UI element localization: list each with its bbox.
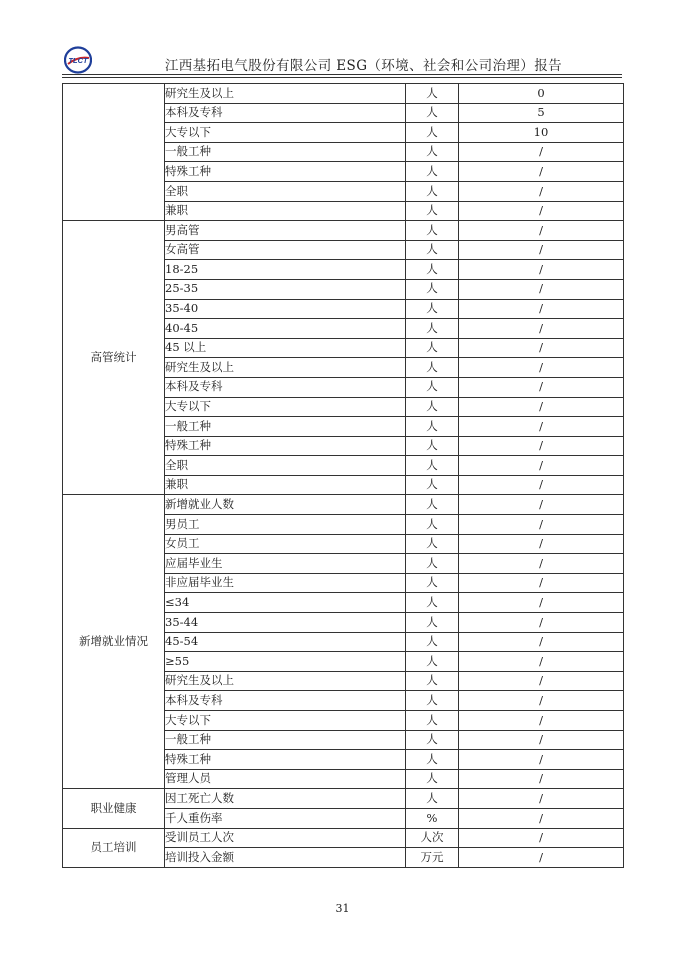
item-cell: 应届毕业生: [165, 554, 406, 574]
esg-data-table: [62, 83, 624, 868]
item-cell: 研究生及以上: [165, 671, 406, 691]
unit-cell: 人: [406, 691, 459, 711]
value-cell: 5: [459, 103, 624, 123]
item-cell: ≤34: [165, 593, 406, 613]
unit-cell: 人: [406, 769, 459, 789]
category-cell: 高管统计: [63, 221, 165, 495]
value-cell: /: [459, 377, 624, 397]
value-cell: /: [459, 201, 624, 221]
page-number: 31: [335, 902, 350, 915]
header-rule: [62, 77, 622, 78]
item-cell: 培训投入金额: [165, 848, 406, 868]
value-cell: /: [459, 848, 624, 868]
table-row: [63, 789, 624, 809]
category-cell: 职业健康: [63, 789, 165, 828]
item-cell: 特殊工种: [165, 162, 406, 182]
unit-cell: 人: [406, 201, 459, 221]
value-cell: /: [459, 417, 624, 437]
value-cell: /: [459, 279, 624, 299]
unit-cell: 人: [406, 573, 459, 593]
item-cell: 特殊工种: [165, 750, 406, 770]
value-cell: /: [459, 162, 624, 182]
unit-cell: 人: [406, 456, 459, 476]
unit-cell: 人: [406, 221, 459, 241]
unit-cell: 人: [406, 123, 459, 143]
unit-cell: 人: [406, 495, 459, 515]
item-cell: 一般工种: [165, 142, 406, 162]
item-cell: 女高管: [165, 240, 406, 260]
category-cell: [63, 84, 165, 221]
value-cell: 10: [459, 123, 624, 143]
item-cell: 兼职: [165, 475, 406, 495]
page-header: [62, 44, 622, 76]
value-cell: /: [459, 142, 624, 162]
value-cell: /: [459, 475, 624, 495]
value-cell: /: [459, 808, 624, 828]
unit-cell: 人: [406, 789, 459, 809]
item-cell: 40-45: [165, 319, 406, 339]
value-cell: /: [459, 573, 624, 593]
unit-cell: 人: [406, 534, 459, 554]
table-row: [63, 221, 624, 241]
value-cell: /: [459, 554, 624, 574]
value-cell: /: [459, 319, 624, 339]
header-rule: [62, 74, 622, 75]
unit-cell: 人: [406, 279, 459, 299]
value-cell: /: [459, 789, 624, 809]
item-cell: 18-25: [165, 260, 406, 280]
value-cell: /: [459, 495, 624, 515]
item-cell: 35-40: [165, 299, 406, 319]
value-cell: /: [459, 613, 624, 633]
table-row: [63, 495, 624, 515]
unit-cell: 人: [406, 299, 459, 319]
unit-cell: 人: [406, 397, 459, 417]
unit-cell: 人: [406, 613, 459, 633]
value-cell: /: [459, 436, 624, 456]
logo-text: TLCT: [68, 56, 88, 65]
item-cell: 大专以下: [165, 711, 406, 731]
item-cell: 男员工: [165, 515, 406, 535]
item-cell: 全职: [165, 181, 406, 201]
item-cell: ≥55: [165, 652, 406, 672]
item-cell: 研究生及以上: [165, 358, 406, 378]
company-logo-icon: [64, 46, 92, 74]
item-cell: 研究生及以上: [165, 84, 406, 104]
value-cell: /: [459, 828, 624, 848]
value-cell: /: [459, 299, 624, 319]
unit-cell: 人: [406, 338, 459, 358]
item-cell: 45-54: [165, 632, 406, 652]
unit-cell: 人: [406, 711, 459, 731]
value-cell: /: [459, 338, 624, 358]
unit-cell: 人: [406, 240, 459, 260]
unit-cell: 人: [406, 671, 459, 691]
value-cell: /: [459, 750, 624, 770]
item-cell: 大专以下: [165, 397, 406, 417]
unit-cell: 人: [406, 475, 459, 495]
item-cell: 新增就业人数: [165, 495, 406, 515]
unit-cell: %: [406, 808, 459, 828]
unit-cell: 人: [406, 652, 459, 672]
unit-cell: 人: [406, 162, 459, 182]
unit-cell: 人: [406, 181, 459, 201]
item-cell: 45 以上: [165, 338, 406, 358]
value-cell: /: [459, 652, 624, 672]
value-cell: /: [459, 515, 624, 535]
unit-cell: 人: [406, 103, 459, 123]
unit-cell: 人: [406, 260, 459, 280]
value-cell: /: [459, 358, 624, 378]
unit-cell: 人: [406, 593, 459, 613]
unit-cell: 人: [406, 358, 459, 378]
value-cell: /: [459, 671, 624, 691]
item-cell: 本科及专科: [165, 103, 406, 123]
item-cell: 本科及专科: [165, 691, 406, 711]
value-cell: /: [459, 632, 624, 652]
item-cell: 35-44: [165, 613, 406, 633]
item-cell: 非应届毕业生: [165, 573, 406, 593]
item-cell: 受训员工人次: [165, 828, 406, 848]
value-cell: /: [459, 221, 624, 241]
table-row: [63, 84, 624, 104]
unit-cell: 人: [406, 84, 459, 104]
unit-cell: 人: [406, 142, 459, 162]
unit-cell: 人: [406, 750, 459, 770]
value-cell: /: [459, 397, 624, 417]
value-cell: 0: [459, 84, 624, 104]
item-cell: 全职: [165, 456, 406, 476]
item-cell: 千人重伤率: [165, 808, 406, 828]
unit-cell: 人: [406, 632, 459, 652]
item-cell: 特殊工种: [165, 436, 406, 456]
value-cell: /: [459, 769, 624, 789]
value-cell: /: [459, 260, 624, 280]
category-cell: 员工培训: [63, 828, 165, 867]
unit-cell: 人: [406, 417, 459, 437]
value-cell: /: [459, 456, 624, 476]
item-cell: 一般工种: [165, 730, 406, 750]
table-row: [63, 828, 624, 848]
value-cell: /: [459, 534, 624, 554]
value-cell: /: [459, 730, 624, 750]
unit-cell: 人: [406, 319, 459, 339]
value-cell: /: [459, 711, 624, 731]
value-cell: /: [459, 181, 624, 201]
value-cell: /: [459, 240, 624, 260]
unit-cell: 人: [406, 436, 459, 456]
item-cell: 本科及专科: [165, 377, 406, 397]
value-cell: /: [459, 593, 624, 613]
category-cell: 新增就业情况: [63, 495, 165, 789]
item-cell: 女员工: [165, 534, 406, 554]
item-cell: 男高管: [165, 221, 406, 241]
item-cell: 大专以下: [165, 123, 406, 143]
value-cell: /: [459, 691, 624, 711]
item-cell: 因工死亡人数: [165, 789, 406, 809]
item-cell: 25-35: [165, 279, 406, 299]
unit-cell: 人: [406, 515, 459, 535]
item-cell: 兼职: [165, 201, 406, 221]
unit-cell: 万元: [406, 848, 459, 868]
report-title: 江西基拓电气股份有限公司 ESG（环境、社会和公司治理）报告: [164, 58, 562, 74]
item-cell: 管理人员: [165, 769, 406, 789]
unit-cell: 人: [406, 554, 459, 574]
unit-cell: 人: [406, 377, 459, 397]
item-cell: 一般工种: [165, 417, 406, 437]
unit-cell: 人: [406, 730, 459, 750]
unit-cell: 人次: [406, 828, 459, 848]
